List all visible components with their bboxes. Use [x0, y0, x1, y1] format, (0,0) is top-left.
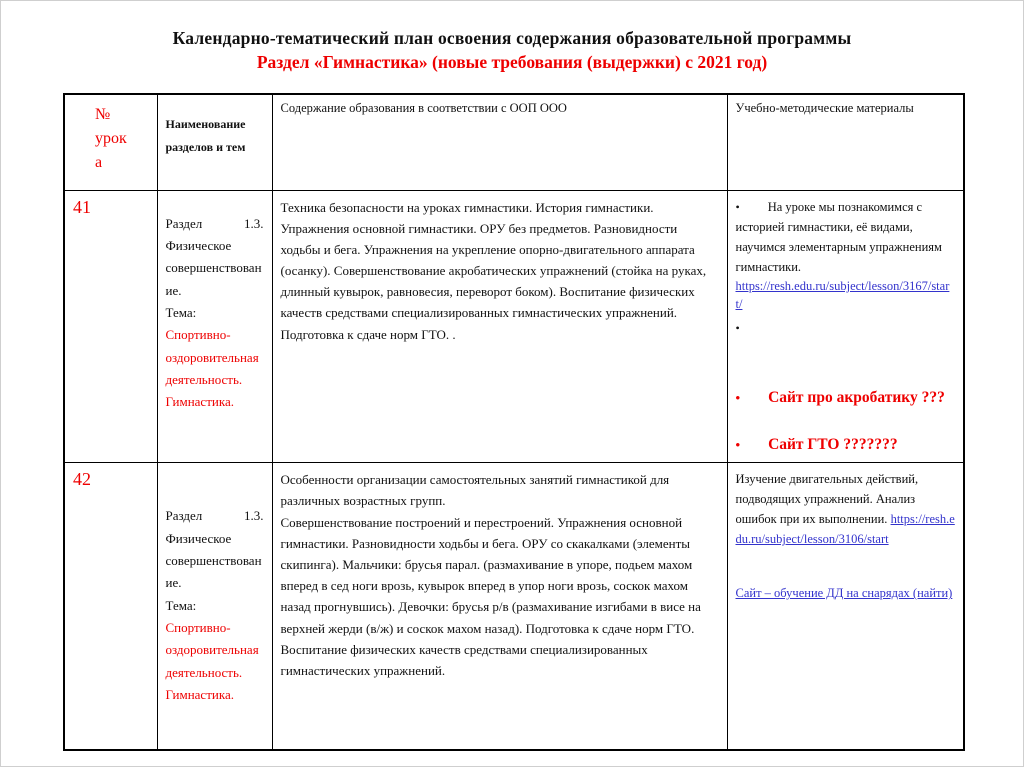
table-row — [64, 190, 964, 463]
red-question-item — [736, 435, 956, 456]
header-education-content: Содержание образования в соответствии с ООП ООО — [272, 94, 727, 190]
materials-text-with-link — [736, 469, 956, 549]
content-paragraph: Особенности организации самостоятельных занятий гимнастикой для различных возрастных групп. — [280, 472, 670, 509]
section-text — [166, 469, 264, 706]
section-line-1 — [166, 213, 264, 235]
section-number: 1.3. — [244, 215, 264, 231]
apparatus-training-link[interactable]: Сайт – обучение ДД на снарядах (найти) — [735, 586, 953, 601]
header-lesson-number — [64, 94, 157, 190]
section-text — [166, 197, 264, 414]
materials-cell — [727, 463, 964, 750]
red-question-text: Сайт про акробатику ??? — [768, 389, 945, 407]
content-cell — [272, 190, 727, 463]
table-header-row — [64, 94, 964, 190]
section-cell — [157, 463, 272, 750]
lesson-plan-table — [63, 93, 965, 751]
page-subtitle: Раздел «Гимнастика» (новые требования (выдержки) с 2021 год) — [256, 52, 768, 72]
bullet-icon: • — [735, 437, 741, 453]
resh-lesson-link[interactable]: https://resh.edu.ru/subject/lesson/3167/start/ — [735, 278, 950, 312]
section-word: Раздел — [165, 215, 203, 231]
content-cell — [272, 463, 727, 750]
section-theme-red: Спортивно-оздоровительная деятельность. Гимнастика. — [165, 620, 259, 703]
section-line-2: Физическое совершенствование. — [165, 237, 262, 298]
section-theme-label: Тема: — [165, 597, 197, 613]
bullet-icon: • — [735, 321, 740, 336]
section-word: Раздел — [165, 508, 203, 524]
section-theme-label: Тема: — [165, 304, 197, 320]
title-block — [1, 28, 1023, 73]
bullet-icon: • — [735, 199, 740, 214]
red-question-item — [736, 388, 956, 409]
header-lesson-number-label: № урока — [95, 106, 127, 171]
resh-lesson-link[interactable]: https://resh.edu.ru/subject/lesson/3106/start — [735, 512, 955, 547]
section-cell — [157, 190, 272, 463]
header-section-name — [157, 94, 272, 190]
spacer — [736, 348, 956, 372]
section-line-1 — [166, 505, 264, 527]
materials-link-line — [736, 583, 956, 603]
empty-bullet-item — [736, 318, 956, 338]
bullet-icon: • — [735, 390, 741, 406]
content-paragraph: Совершенствование построений и перестроений. Упражнения основной гимнастики. Разновидности ходьбы и бега. ОРУ со скакалками (элементы скипинга). Мальчики: брусья парал. (размахивание в упоре, подьем махом вперед в сед ноги врозь, кувырок вперед в упор ноги врозь, соскок махом назад прогнувшись). Девочки: брусья р/в (размахивание изгибами в висе на верхней жерди (в/ж) и соскок махом назад). Подготовка к сдаче норм ГТО. Воспитание физических качеств средствами специализированных гимнастических упражнений. — [280, 514, 701, 678]
header-teaching-materials: Учебно-методические материалы — [727, 94, 964, 190]
lesson-number-cell: 42 — [64, 463, 157, 750]
lesson-number-cell: 41 — [64, 190, 157, 463]
materials-text: Изучение двигательных действий, подводящих упражнений. Анализ ошибок при их выполнении. — [735, 472, 919, 527]
header-section-name-label: Наименование разделов и тем — [165, 117, 246, 154]
content-paragraph: Техника безопасности на уроках гимнастики. История гимнастики. Упражнения основной гимнастики. ОРУ без предметов. Разновидности ходьбы и бега. Упражнения на укрепление опорно-двигательного аппарата (осанку). Совершенствование акробатических упражнений (стойка на руках, длинный кувырок, равновесия, переворот боком). Воспитание физических качеств средствами специализированных гимнастических упражнений. Подготовка к сдаче норм ГТО. . — [280, 199, 707, 342]
page-title: Календарно-тематический план освоения содержания образовательной программы — [172, 28, 852, 48]
section-line-2: Физическое совершенствование. — [165, 530, 262, 591]
section-theme-red: Спортивно-оздоровительная деятельность. Гимнастика. — [165, 327, 259, 410]
materials-link-line — [736, 277, 956, 315]
materials-bullet-item — [736, 197, 956, 277]
table-row — [64, 463, 964, 750]
red-question-text: Сайт ГТО ??????? — [768, 436, 898, 454]
section-number: 1.3. — [244, 508, 264, 524]
materials-bullet-text: На уроке мы познакомимся с историей гимнастики, её видами, научимся элементарным упражнениям гимнастики. — [735, 199, 942, 274]
materials-cell — [727, 190, 964, 463]
spacer — [736, 549, 956, 583]
